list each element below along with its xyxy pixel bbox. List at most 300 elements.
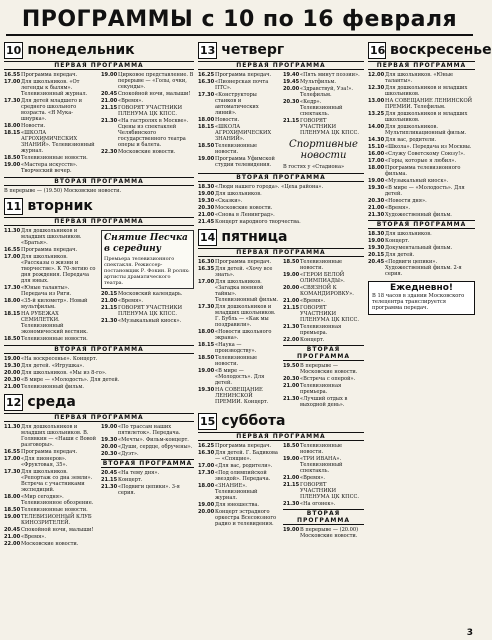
listing-item [368,205,475,211]
listing-item [101,72,194,90]
listing-time: 20.45 [368,259,385,265]
listing-text: «ТРИ ИВАНА». Телевизионный спектакль. [300,456,343,474]
listing-right-items [283,72,364,136]
listing-item [4,162,97,174]
listing-time: 20.00 [101,444,118,450]
day-number: 12 [6,396,22,409]
listing-item [101,318,194,324]
listing-time: 17.00 [4,254,21,260]
listing-time: 17.00 [368,158,385,164]
listing-second [368,231,475,277]
listing-item [368,238,475,244]
page-title: ПРОГРАММЫ с 10 по 16 февраля [21,6,458,32]
listing-time: 20.00 [4,370,21,376]
listing-time: 20.30 [368,198,385,204]
listing-text: Концерт народного творчества. [215,219,301,225]
program-header: ВТОРАЯ ПРОГРАММА [198,173,364,182]
listing-second [198,184,364,225]
listing-time: 22.00 [283,337,300,343]
listing-text: Концерт. [300,337,325,343]
listing-item [4,449,97,455]
listing-time: 21.00 [283,383,300,389]
listing-item [198,450,279,462]
listing-text: «По трассам наших пятилеток». Передача. [118,424,181,436]
listing-item [4,370,194,376]
listing-item [4,72,97,78]
program-header: ВТОРАЯ ПРОГРАММА [102,460,193,467]
listing-text: Телевизионные новости. [300,259,343,271]
listing-text: «ШКОЛА АГРОХИМИЧЕСКИХ ЗНАНИЙ». Телевизионный журнал. [21,130,95,154]
listing-text: Для школьников. [385,231,432,237]
day-thursday [198,42,364,225]
listing-item [198,198,364,204]
listing-item [4,155,97,161]
listing-time: 20.15 [368,252,385,258]
day-name: воскресенье [390,42,492,58]
listing-time: 18.00 [4,494,21,500]
listing-time: 19.00 [4,514,21,520]
listing-time: 16.30 [198,79,215,85]
listing-text: «Здравствуй, Уза!». Телефильм. [300,86,354,98]
day-header [4,42,194,59]
listing-time: 17.30 [4,98,21,104]
listing-time: 15.10 [368,144,385,150]
listing-item [4,247,97,253]
listing-text: «Конструкторы станков и автоматических линий». [215,92,259,116]
listing-left [198,259,279,409]
listing-item [4,469,97,493]
program-header: ВТОРАЯ ПРОГРАММА [4,177,194,186]
listing-item [101,451,194,457]
listing-time: 18.15 [4,311,21,317]
listing-item [101,105,194,117]
listing-columns [198,72,364,171]
listing-text: Телевизионные новости. [21,507,88,513]
listing-item [4,384,194,390]
listing-text: «Мир сегодня». Телевизионное обозрение. [21,494,94,506]
listing-item [101,444,194,450]
listing-text: Концерт. [385,238,410,244]
listing-text: «Пять минут поэзии». [300,72,360,78]
listing-item [4,527,97,533]
program-header: ВТОРАЯ ПРОГРАММА [283,345,364,361]
day-monday [4,42,194,194]
masthead [6,4,473,36]
listing-text: Для детей. «Игрушка». [21,363,85,369]
listing-text: В перерыве — (19.50) Московские новости. [4,188,122,194]
listing-text: Для школьников. «Мы из 8-го». [21,370,107,376]
listing-time: 20.45 [4,527,21,533]
listing-item [4,456,97,468]
listing-text: «В мире — «Молодость». Для детей. [385,185,465,197]
listing-text: «ГЕРОИ БЕЛОЙ ОЛИМПИАДЫ». [300,272,345,284]
listing-text: Для вас, родители. [385,137,437,143]
listing-time: 17.30 [198,470,215,476]
notice-title: Ежедневно! [390,283,453,293]
listing-time: 17.30 [4,285,21,291]
listing-text: Для дошкольников и младших школьников. [385,85,468,97]
listing-text: Концерт эстрадного оркестра Всесоюзного радио и телевидения. [215,509,277,527]
listing-text: «СВЯЗНОЙ К КОМАНДИРОВКУ». [300,285,354,297]
listing-item [4,130,97,154]
listing-text: Телевизионные новости. [215,143,258,155]
listing-time: 19.30 [368,185,385,191]
listing-time: 18.50 [198,143,215,149]
listing-time: 12.00 [368,72,385,78]
listing-time: 19.00 [198,368,215,374]
listing-time: 20.30 [283,376,300,382]
program-header: ВТОРАЯ ПРОГРАММА [4,345,194,354]
listing-time: 20.00 [283,86,300,92]
listing-item [368,72,475,84]
listing-item [283,259,364,271]
listing-time: 18.50 [283,443,300,449]
listing-first [368,72,475,218]
listing-mid [101,291,194,324]
listing-text: Программа передач. [215,259,272,265]
listing-right-items [283,259,364,343]
day-header [198,413,364,430]
listing-text: «Время». [385,205,411,211]
listing-time: 20.30 [198,205,215,211]
listing-time: 21.15 [101,105,118,111]
listing-item [198,117,279,123]
logo-caption: В гостях у «Стадиона» [283,164,345,170]
listing-time: 21.30 [283,501,300,507]
listing-item [198,304,279,328]
listing-text: Художественный фильм. [385,212,452,218]
listing-item [283,164,364,170]
listing-text: «Мастера искусств». Творческий вечер. [21,162,78,174]
listing-item [198,219,364,225]
listing-time: 19.30 [101,437,118,443]
listing-columns [198,259,364,409]
listing-item [368,198,475,204]
listing-item [368,158,475,164]
program-header: ВТОРАЯ ПРОГРАММА [283,509,364,525]
listing-item [283,363,364,375]
listing-text: Концерт. [118,477,143,483]
listing-time: 19.30 [198,387,215,393]
listing-time: 16.25 [198,72,215,78]
listing-time: 19.00 [101,424,118,430]
listing-text: Телевизионные новости. [21,336,88,342]
listing-item [283,272,364,284]
listing-time: 16.35 [198,266,215,272]
listing-text: Спокойной ночи, малыши! [21,527,94,533]
listing-text: Для школьников. «Рассказы о жизни и творчестве». К 70-летию со дня рождения. Передача для юных. [21,254,96,284]
program-header: ПЕРВАЯ ПРОГРАММА [4,61,194,70]
listing-time: 19.30 [4,363,21,369]
listing-time: 19.00 [198,502,215,508]
day-header [198,42,364,59]
listing-time: 12.30 [368,85,385,91]
listing-second [283,527,364,539]
listing-time: 20.30 [283,99,300,105]
listing-time: 19.00 [283,456,300,462]
listing-item [368,231,475,237]
listing-time: 17.30 [198,92,215,98]
listing-time: 20.00 [198,509,215,515]
listing-text: «На воскресенье». Концерт. [21,356,98,362]
listing-time: 18.00 [4,123,21,129]
listing-item [368,151,475,157]
listing-item [198,184,364,190]
column-left [4,40,194,634]
listing-item [283,285,364,297]
listing-text: «Школа». Передача из Москвы. [385,144,472,150]
listing-text: «Время». [21,534,47,540]
listing-item [368,252,475,258]
listing-text: Для школьников. [215,191,262,197]
day-header [4,394,194,411]
listing-time: 13.00 [368,98,385,104]
listing-time: 21.00 [101,298,118,304]
listing-text: Для дошкольников и младших школьников. В. Голявкин — «Наши с Вовой разговоры». [21,424,97,448]
listing-time: 18.00 [198,329,215,335]
listing-time: 18.50 [283,259,300,265]
listing-time: 21.00 [4,534,21,540]
listing-item [4,79,97,97]
listing-text: Телевизионный фильм. [21,384,84,390]
listing-item [198,463,279,469]
listing-left [4,424,97,548]
day-name: пятница [221,229,288,245]
listing-item [198,72,279,78]
listing-item [198,483,279,501]
listing-text: Программа передач. [215,72,272,78]
listing-text: Программа передач. [21,449,78,455]
listing-text: ГОВОРЯТ УЧАСТНИКИ ПЛЕНУМА ЦК КПСС. [118,305,183,317]
listing-time: 20.00 [283,285,300,291]
listing-item [283,118,364,136]
listing-time: 21.15 [283,305,300,311]
listing-time: 21.00 [283,298,300,304]
listing-text: ГОВОРЯТ УЧАСТНИКИ ПЛЕНУМА ЦК КПСС. [118,105,183,117]
listing-time: 19.00 [4,162,21,168]
listing-time: 21.15 [283,482,300,488]
day-number: 13 [200,44,216,57]
listing-text: Программа передач. [215,443,272,449]
listing-item [4,507,97,513]
listing-second [4,356,194,390]
listing-time: 14.30 [368,137,385,143]
listing-item [4,298,97,310]
day-header [368,42,492,59]
listing-text: «В мире — «Молодость». Для детей. [21,377,120,383]
listing-time: 18.50 [4,336,21,342]
listing-item [198,342,279,354]
listing-time: 18.15 [198,124,215,130]
listing-time: 11.30 [4,424,21,430]
listing-text: Программа передач. [21,72,78,78]
listing-text: «Горы, которые я любил». [385,158,457,164]
listing-time: 21.00 [4,384,21,390]
column-middle [198,40,364,634]
listing-text: Документальный фильм. [385,245,453,251]
listing-time: 17.00 [4,79,21,85]
day-number: 14 [200,231,216,244]
listing-time: 19.00 [198,156,215,162]
notice-body: В 18 часов в здании Московского телецентра транслируется программа передач. [372,293,465,311]
listing-time: 20.45 [101,91,118,97]
listing-item [101,291,194,297]
listing-item [101,424,194,436]
listing-item [101,484,194,496]
day-friday [198,229,364,409]
day-number: 16 [370,44,386,57]
listing-time: 18.00 [368,165,385,171]
listing-text: «Снова в Ленинград». [215,212,275,218]
listing-text: Новости. [215,117,240,123]
listing-time: 18.30 [198,184,215,190]
listing-time: 19.50 [283,363,300,369]
listing-text: Для дошкольников и младших школьников. Г. Бубль — «Как мы поздравили». [215,304,276,328]
listing-left [4,228,97,343]
listing-left [198,443,279,540]
listing-left [198,72,279,171]
listing-text: Для детей. Г. Бадикова — «Спящие». [215,450,278,462]
listing-time: 16.30 [198,450,215,456]
listing-item [283,376,364,382]
listing-right [283,72,364,171]
listing-time: 18.50 [198,355,215,361]
listing-item [198,266,279,278]
sports-news-logo: Спортивные новости [289,139,358,161]
listing-text: В перерыве — Московские новости. [300,363,358,375]
listing-item [4,285,97,297]
listing-text: «Время». [118,98,144,104]
day-number: 11 [6,200,22,213]
listing-time: 16.55 [4,72,21,78]
listing-second [283,363,364,408]
listing-text: «Музыкальный киоск». [385,178,449,184]
listing-text: Для дошкольников и младших школьников. «Братья». [21,228,82,246]
listing-time: 21.15 [101,477,118,483]
listing-text: Программа Уфимской студии телевидения. [215,156,275,168]
listing-item [198,387,279,405]
listing-time: 18.00 [198,117,215,123]
listing-item [198,443,279,449]
listing-text: «Сказки». [215,198,243,204]
program-header: ПЕРВАЯ ПРОГРАММА [198,432,364,441]
listing-item [4,494,97,506]
listing-time: 18.15 [198,342,215,348]
listing-text: «Под олимпийской звездой». Передача. [215,470,271,482]
listing-item [101,477,194,483]
listing-text: Для юношества. [215,502,260,508]
listing-text: «В мире — «Молодость». Для детей. [215,368,265,386]
listing-text: Для школьников. «Юные таланты». [385,72,454,84]
listing-columns [4,424,194,548]
listing-item [368,144,475,150]
listing-item [198,191,364,197]
listing-time: 21.30 [283,396,300,402]
day-saturday [198,413,364,540]
listing-time: 18.30 [368,231,385,237]
listing-item [283,501,364,507]
listing-time: 21.45 [198,219,215,225]
listing-item [283,298,364,304]
day-name: среда [27,394,76,410]
listing-text: «На огонек». [300,501,336,507]
listing-time: 21.30 [101,318,118,324]
listing-item [283,305,364,323]
notice-box [368,281,475,315]
listing-item [198,470,279,482]
listing-time: 17.00 [198,279,215,285]
listing-text: «Музыкальный киоск». [118,318,182,324]
listing-item [368,178,475,184]
listing-text: «ЗНАНИЕ». Телевизионный журнал. [215,483,258,501]
listing-time: 16.30 [198,259,215,265]
listing-text: ГОВОРЯТ УЧАСТНИКИ ПЛЕНУМА ЦК КПСС. [300,118,360,136]
listing-text: Мультфильм. [300,79,337,85]
listing-item [283,482,364,500]
listing-item [198,509,279,527]
listing-item [4,98,97,122]
listing-item [101,470,194,476]
listing-item [283,86,364,98]
listing-item [101,298,194,304]
listing-time: 21.30 [283,324,300,330]
listing-item [101,118,194,148]
listing-text: «Новости школьного экрана». [215,329,272,341]
listing-time: 19.00 [368,178,385,184]
listing-text: «Пионерская почта ПТС». [215,79,269,91]
listing-item [283,456,364,474]
listing-time: 21.00 [283,475,300,481]
listing-time: 18.50 [4,155,21,161]
listing-item [283,337,364,343]
listing-item [283,443,364,455]
listing-text: Программа телевизионного фильма. [385,165,461,177]
listing-right-items [283,443,364,507]
listing-item [283,79,364,85]
listing-text: «Лучший отдых в выходной день». [300,396,348,408]
listing-time: 18.00 [198,483,215,489]
listing-text: Цирковое представление. В перерыве — «Голы, очки, секунды». [118,72,194,90]
listing-columns [4,228,194,343]
listing-time: 17.00 [198,463,215,469]
listing-item [198,368,279,386]
listing-item [198,355,279,367]
listing-text: «На гастролях в Москве». Сцены из спектаклей Челябинского государственного театра оперы и балета. [118,118,189,148]
listing-text: Московские новости. [118,149,176,155]
listing-item [198,212,364,218]
listing-item [4,254,97,284]
listing-time: 19.40 [283,72,300,78]
listing-time: 16.55 [4,449,21,455]
listing-item [4,311,97,335]
listing-time: 22.30 [101,149,118,155]
listing-time: 21.00 [368,205,385,211]
listing-item [4,356,194,362]
article-title: Снятие Песчка в середину [104,233,188,254]
listing-time: 19.30 [368,245,385,251]
listing-item [283,383,364,395]
listing-text: Для школьников. «Репортаж со дна земли». Встреча с участниками экспедиций. [21,469,93,493]
listing-time: 20.15 [101,291,118,297]
listing-time: 16.00 [368,151,385,157]
listing-item [368,259,475,277]
listing-item [198,156,279,168]
listing-time: 21.30 [101,118,118,124]
day-header [4,198,194,215]
listing-time: 19.00 [368,238,385,244]
listing-item [198,92,279,116]
listing-text: «Подвиги цепики». 3-я серия. [118,484,180,496]
